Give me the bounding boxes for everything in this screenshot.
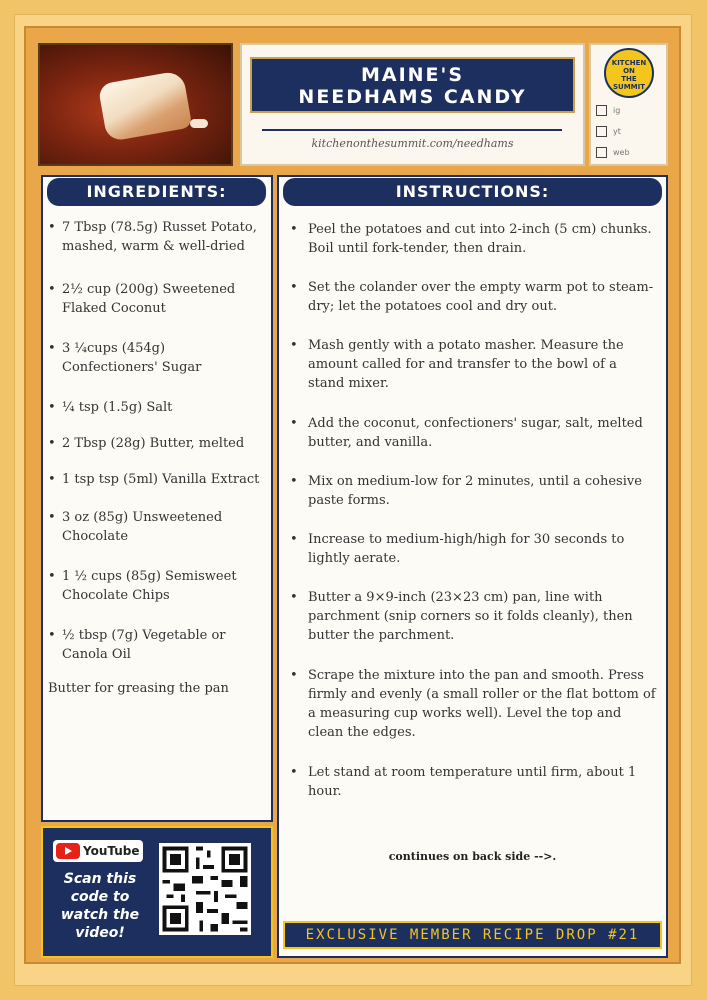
brand-logo [604,48,654,98]
youtube-icon [596,126,607,137]
instruction-step: • Set the colander over the empty warm pot to steam-dry; let the potatoes cool and dry out. [290,280,654,314]
social-instagram[interactable] [596,105,666,121]
qr-code-icon[interactable] [159,843,251,935]
ingredient-item: • 1 ½ cups (85g) Semisweet Chocolate Chips [48,569,237,603]
ingredient-item: • ¼ tsp (1.5g) Salt [48,400,173,415]
social-youtube[interactable] [596,126,666,142]
youtube-logo [53,840,143,862]
scan-cta: Scan this code to watch the video! [60,871,140,941]
instruction-step: • Mix on medium-low for 2 minutes, until a cohesive paste forms. [290,474,642,508]
continues-note: continues on back side -->. [388,850,557,863]
instruction-step: • Mash gently with a potato masher. Measure the amount called for and transfer to the bowl of a stand mixer. [290,338,624,391]
logo-text: ON [623,67,635,75]
instruction-step: • Scrape the mixture into the pan and smooth. Press firmly and evenly (a small roller or the flat bottom of a measuring cup works well). Level the top and clean the edges. [290,668,656,740]
logo-text: SUMMIT [612,83,646,91]
social-label: ig [613,106,621,115]
title-panel [240,43,585,166]
instruction-step: • Add the coconut, confectioners' sugar, salt, melted butter, and vanilla. [290,416,643,450]
brand-panel [589,43,668,166]
instruction-step: • Let stand at room temperature until firm, about 1 hour. [290,765,637,799]
ingredient-item: • 1 tsp tsp (5ml) Vanilla Extract [48,472,260,487]
candy-photo [38,43,233,166]
social-label: web [613,148,630,157]
video-qr-box [41,826,273,958]
ingredient-item: • 2 Tbsp (28g) Butter, melted [48,436,245,451]
ingredients-panel [41,175,273,822]
instruction-step: • Peel the potatoes and cut into 2-inch (5 cm) chunks. Boil until fork-tender, then drain. [290,222,652,256]
ingredients-heading: INGREDIENTS: [47,178,266,206]
member-drop-banner: EXCLUSIVE MEMBER RECIPE DROP #21 [283,921,662,949]
web-icon [596,147,607,158]
instagram-icon [596,105,607,116]
title-line-1: MAINE'S [360,64,465,86]
youtube-icon [56,843,80,859]
youtube-label: YouTube [83,844,140,858]
ingredient-item: • 3 ¼cups (454g) Confectioners' Sugar [48,341,202,375]
ingredient-item: • 2½ cup (200g) Sweetened Flaked Coconut [48,282,236,316]
coconut-crumb [190,119,208,128]
logo-text: THE [621,75,637,83]
ingredient-note: Butter for greasing the pan [48,681,229,696]
recipe-url[interactable]: kitchenonthesummit.com/needhams [311,137,514,150]
ingredient-item: • 3 oz (85g) Unsweetened Chocolate [48,510,223,544]
title-divider [262,129,562,131]
social-web[interactable] [596,147,666,163]
title-line-2: NEEDHAMS CANDY [298,86,527,108]
candy-piece [98,70,193,142]
ingredient-item: • 7 Tbsp (78.5g) Russet Potato, mashed, warm & well-dried [48,220,257,254]
recipe-title [250,57,575,113]
instructions-heading: INSTRUCTIONS: [283,178,662,206]
social-label: yt [613,127,621,136]
instruction-step: • Increase to medium-high/high for 30 seconds to lightly aerate. [290,532,625,566]
instruction-step: • Butter a 9×9-inch (23×23 cm) pan, line with parchment (snip corners so it folds cleanly), then butter the parchment. [290,590,633,643]
ingredient-item: • ½ tbsp (7g) Vegetable or Canola Oil [48,628,226,662]
logo-text: KITCHEN [611,59,647,67]
